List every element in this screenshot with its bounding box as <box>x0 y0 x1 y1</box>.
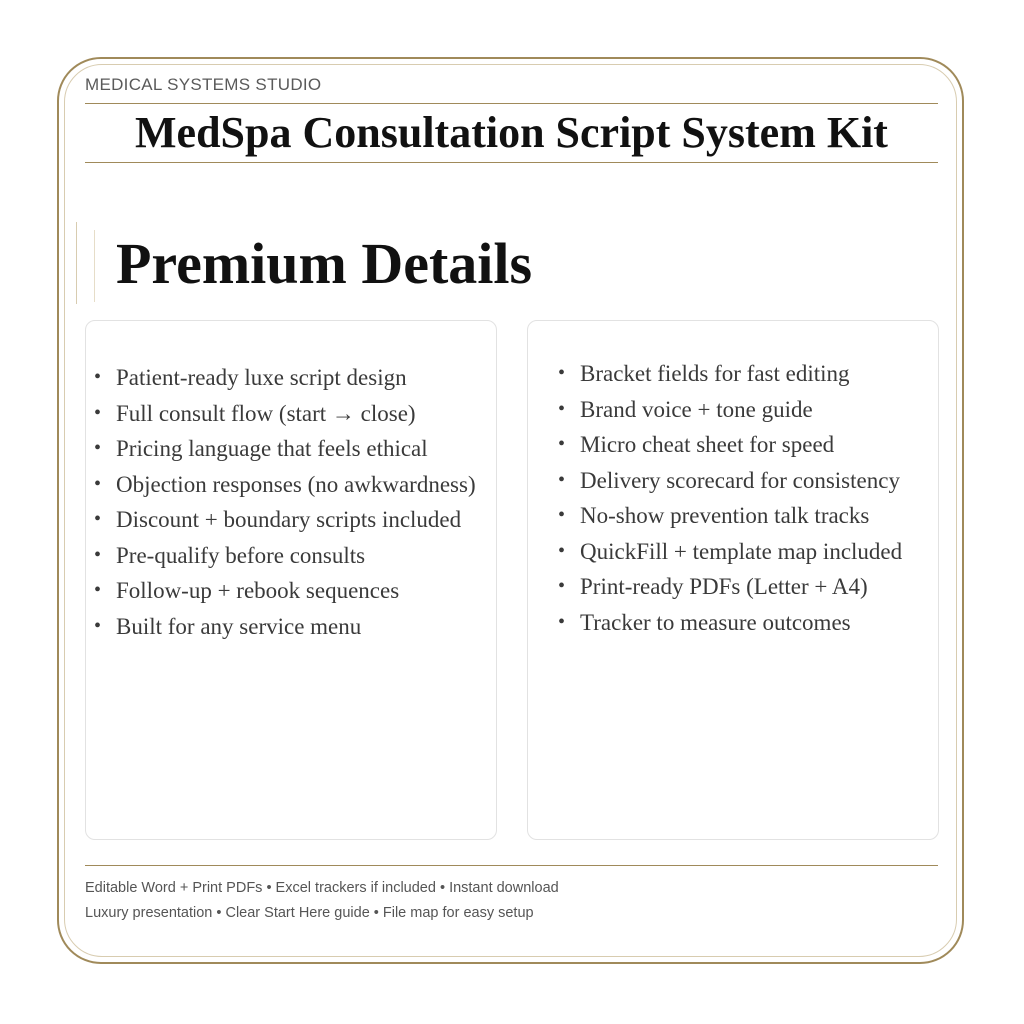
bullet-icon: • <box>558 610 566 633</box>
feature-list-right <box>558 356 902 640</box>
section-accent-line-inner <box>94 230 95 302</box>
section-accent-line <box>76 222 77 304</box>
list-item <box>558 605 902 641</box>
bullet-icon: • <box>94 366 102 388</box>
list-item-label: Discount + boundary scripts included <box>116 507 462 532</box>
footer-line-1: Editable Word + Print PDFs • Excel trackers if included • Instant download <box>85 880 559 896</box>
bullet-icon: • <box>94 437 102 459</box>
bullet-icon: • <box>558 504 566 526</box>
footer-line-2: Luxury presentation • Clear Start Here guide • File map for easy setup <box>85 905 534 921</box>
list-item <box>94 360 476 396</box>
list-item-label: QuickFill + template map included <box>580 538 903 564</box>
list-item <box>94 502 476 538</box>
list-item-label: Delivery scorecard for consistency <box>580 467 900 493</box>
list-item-label: Print-ready PDFs (Letter + A4) <box>580 574 868 599</box>
bullet-icon: • <box>558 362 566 384</box>
list-item-label: Objection responses (no awkwardness) <box>116 471 476 497</box>
list-item-label: Tracker to measure outcomes <box>580 609 851 635</box>
bullet-icon: • <box>558 397 566 420</box>
list-item <box>94 431 476 467</box>
list-item <box>94 538 476 574</box>
title-divider <box>85 162 938 163</box>
list-item-label: Pre-qualify before consults <box>116 542 366 568</box>
feature-list-left <box>94 360 476 644</box>
bullet-icon: • <box>558 433 566 455</box>
list-item <box>558 569 902 605</box>
bullet-icon: • <box>94 543 102 566</box>
list-item-label: Full consult flow (start → close) <box>116 400 416 426</box>
list-item-label: Patient-ready luxe script design <box>116 365 407 390</box>
section-title: Premium Details <box>116 231 533 296</box>
footer-divider <box>85 865 938 866</box>
bullet-icon: • <box>94 579 102 601</box>
brand-label: MEDICAL SYSTEMS STUDIO <box>85 75 322 94</box>
bullet-icon: • <box>94 508 102 530</box>
bullet-icon: • <box>94 401 102 424</box>
bullet-icon: • <box>94 614 102 637</box>
list-item-label: Pricing language that feels ethical <box>116 436 428 461</box>
list-item <box>558 427 902 463</box>
bullet-icon: • <box>558 539 566 562</box>
list-item-label: Bracket fields for fast editing <box>580 361 850 386</box>
list-item <box>558 392 902 428</box>
list-item-label: Micro cheat sheet for speed <box>580 432 835 457</box>
list-item <box>558 498 902 534</box>
page-title: MedSpa Consultation Script System Kit <box>135 108 888 157</box>
list-item <box>94 467 476 503</box>
list-item <box>558 463 902 499</box>
list-item-label: No-show prevention talk tracks <box>580 503 870 528</box>
list-item <box>94 573 476 609</box>
list-item <box>558 534 902 570</box>
list-item <box>94 396 476 432</box>
list-item-label: Brand voice + tone guide <box>580 396 813 422</box>
list-item <box>94 609 476 645</box>
list-item <box>558 356 902 392</box>
list-item-label: Follow-up + rebook sequences <box>116 578 400 603</box>
bullet-icon: • <box>558 468 566 491</box>
bullet-icon: • <box>558 575 566 597</box>
list-item-label: Built for any service menu <box>116 613 362 639</box>
bullet-icon: • <box>94 472 102 495</box>
